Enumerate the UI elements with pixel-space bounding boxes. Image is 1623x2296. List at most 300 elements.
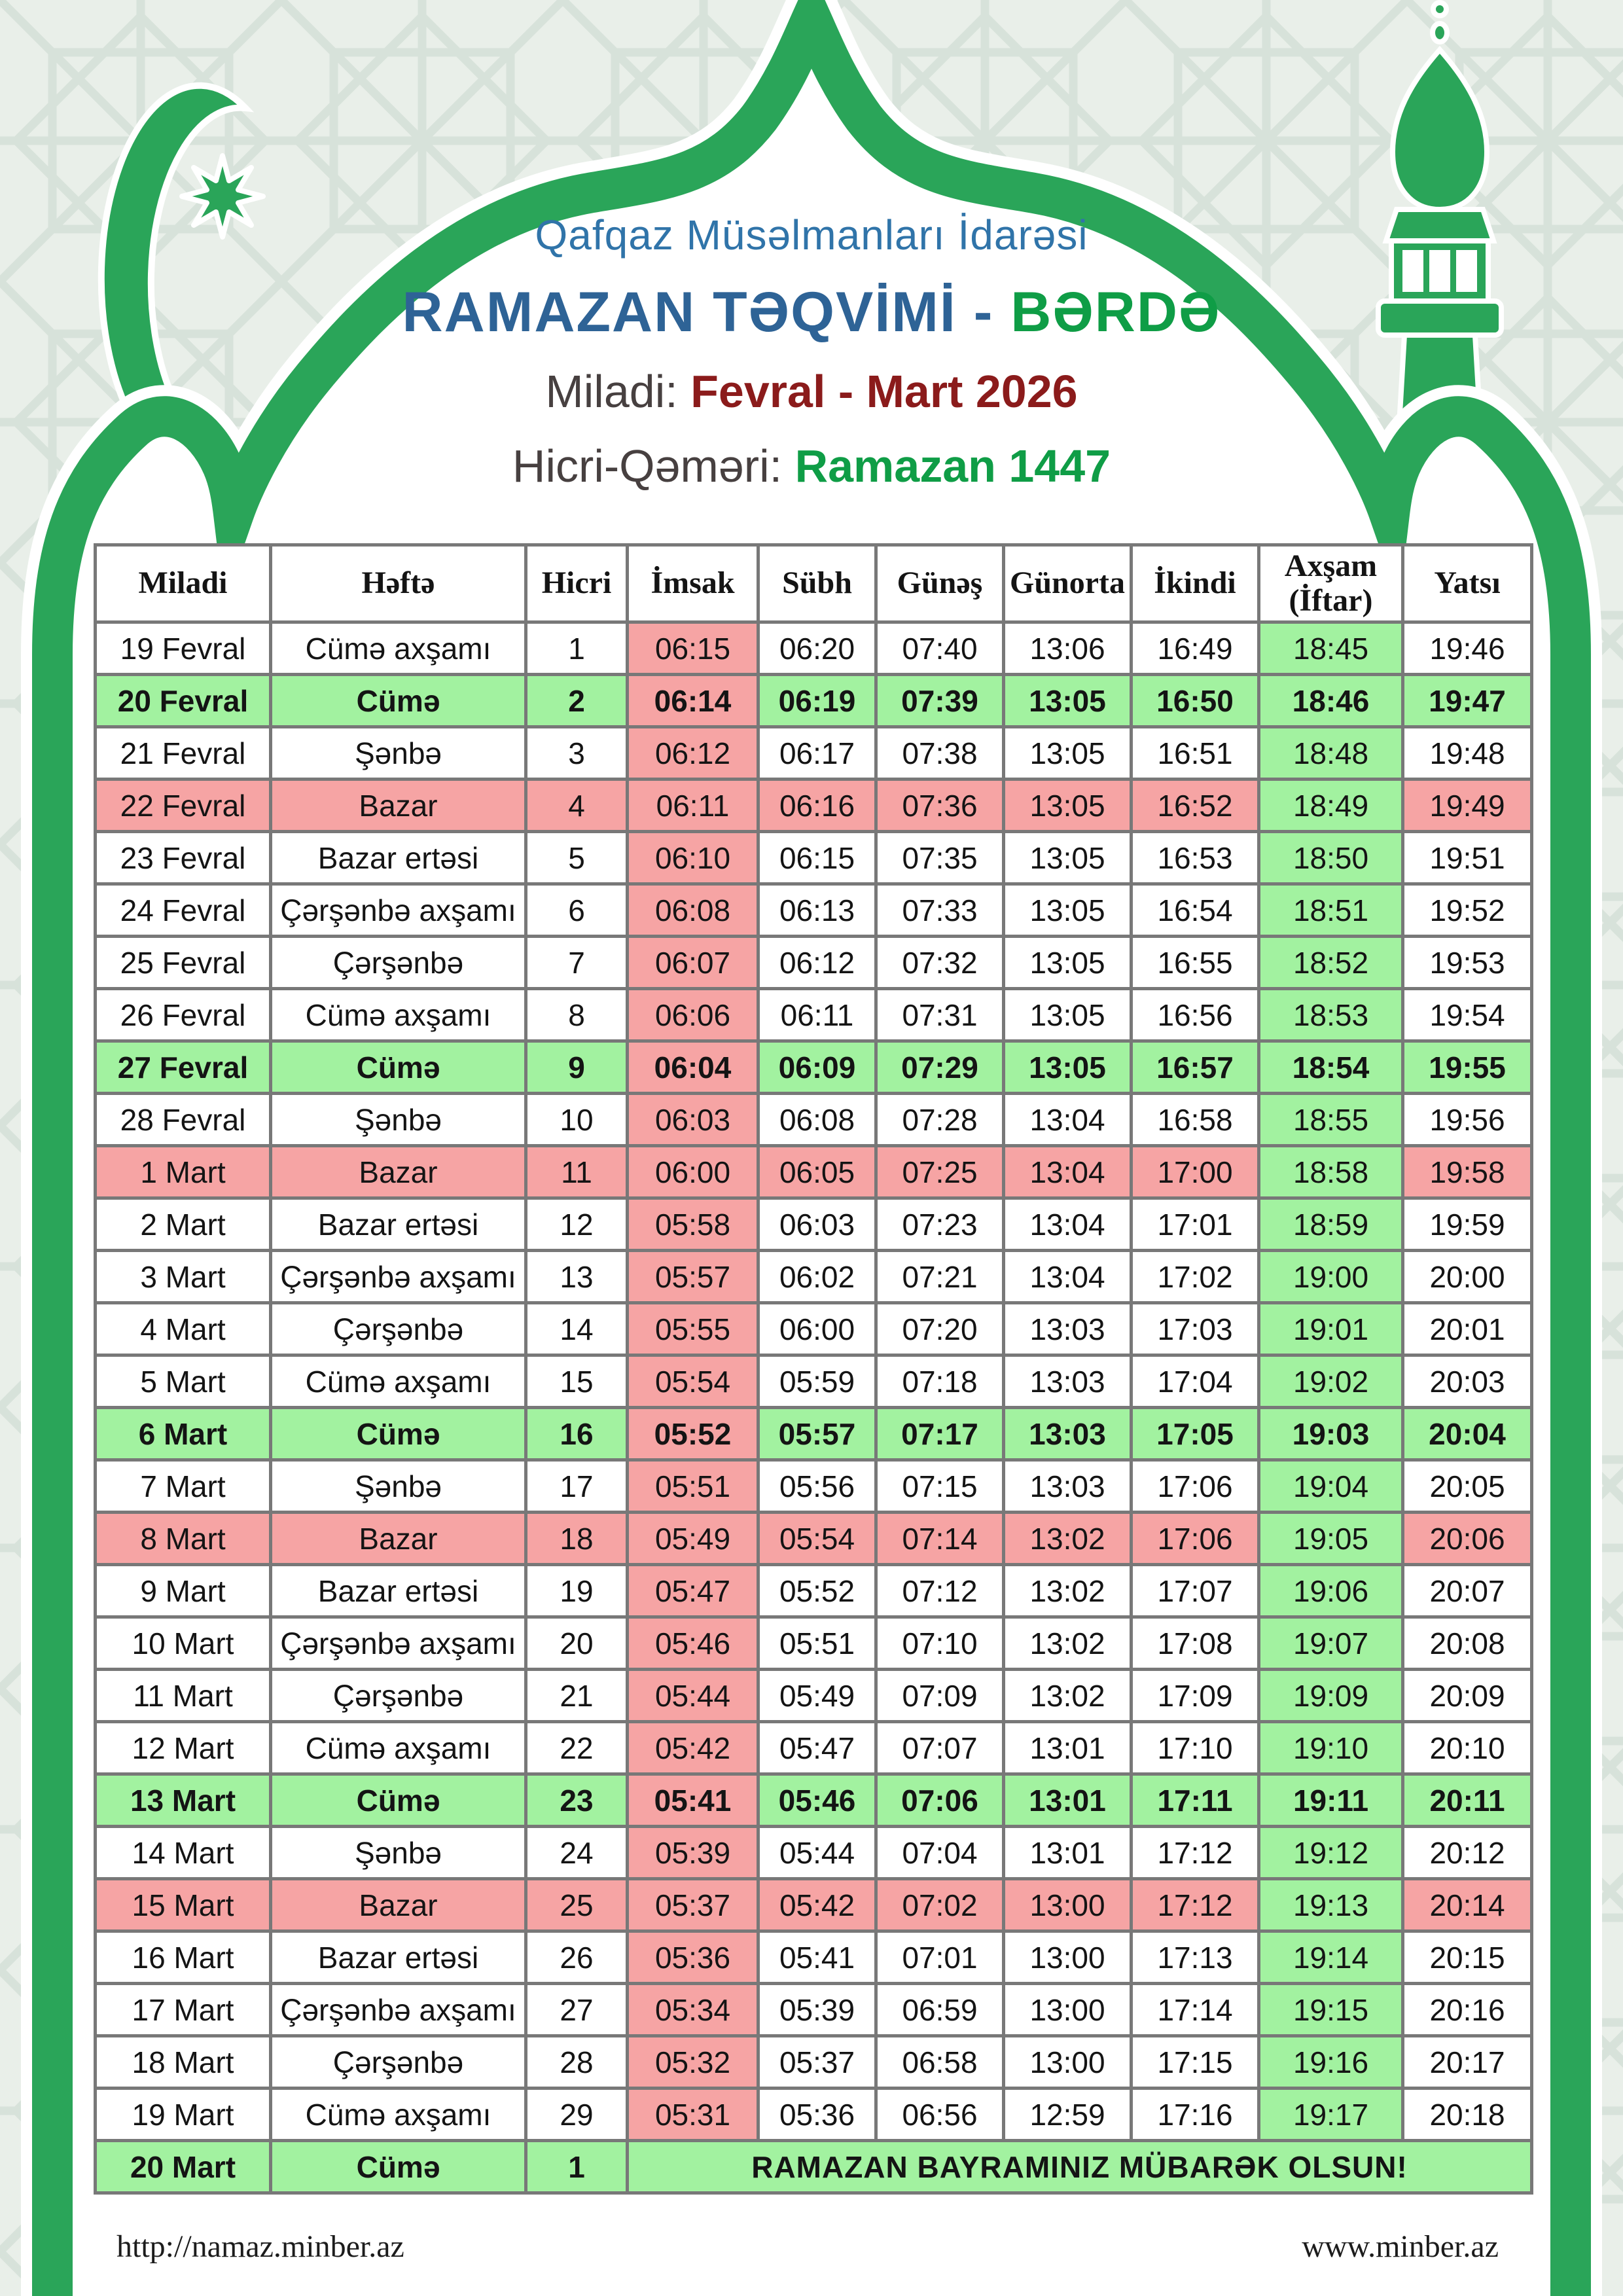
cell-time-7: 20:14	[1403, 1879, 1532, 1931]
cell-time-5: 16:50	[1132, 675, 1259, 727]
cell-time-6: 18:52	[1259, 937, 1403, 989]
table-row	[96, 884, 1532, 937]
cell-time-3: 07:32	[876, 937, 1004, 989]
cell-time-6: 19:07	[1259, 1617, 1403, 1670]
cell-time-1: 06:14	[628, 675, 758, 727]
cell-time-7: 20:03	[1403, 1355, 1532, 1408]
cell-time-4: 13:05	[1004, 675, 1132, 727]
cell-time-5: 17:12	[1132, 1827, 1259, 1879]
cell-weekday: Şənbə	[271, 1460, 526, 1513]
cell-time-2: 06:05	[758, 1146, 876, 1198]
cell-weekday: Cümə axşamı	[271, 989, 526, 1041]
cell-time-7: 20:12	[1403, 1827, 1532, 1879]
cell-hijri-day: 5	[526, 832, 628, 884]
cell-hijri-day: 9	[526, 1041, 628, 1094]
table-row	[96, 1513, 1532, 1565]
cell-hijri-day: 29	[526, 2089, 628, 2141]
cell-time-5: 17:03	[1132, 1303, 1259, 1355]
cell-time-6: 19:12	[1259, 1827, 1403, 1879]
cell-time-1: 05:49	[628, 1513, 758, 1565]
cell-gregorian-date: 16 Mart	[96, 1931, 271, 1984]
cell-time-5: 17:13	[1132, 1931, 1259, 1984]
cell-gregorian-date: 3 Mart	[96, 1251, 271, 1303]
cell-hijri-day: 24	[526, 1827, 628, 1879]
cell-time-3: 06:58	[876, 2036, 1004, 2089]
cell-weekday: Çərşənbə	[271, 1670, 526, 1722]
cell-time-4: 13:06	[1004, 622, 1132, 675]
cell-hijri-day: 3	[526, 727, 628, 780]
cell-hijri-day: 20	[526, 1617, 628, 1670]
cell-time-6: 18:51	[1259, 884, 1403, 937]
table-row	[96, 1198, 1532, 1251]
cell-time-3: 07:25	[876, 1146, 1004, 1198]
cell-hijri-day: 2	[526, 675, 628, 727]
table-row	[96, 1722, 1532, 1774]
cell-weekday: Şənbə	[271, 1094, 526, 1146]
cell-gregorian-date: 8 Mart	[96, 1513, 271, 1565]
cell-time-3: 07:40	[876, 622, 1004, 675]
cell-time-7: 20:17	[1403, 2036, 1532, 2089]
cell-gregorian-date: 24 Fevral	[96, 884, 271, 937]
table-row	[96, 780, 1532, 832]
cell-gregorian-date: 4 Mart	[96, 1303, 271, 1355]
table-row	[96, 1041, 1532, 1094]
cell-gregorian-date: 2 Mart	[96, 1198, 271, 1251]
cell-hijri-day: 13	[526, 1251, 628, 1303]
cell-weekday: Bazar	[271, 780, 526, 832]
table-row	[96, 1827, 1532, 1879]
cell-time-4: 13:03	[1004, 1460, 1132, 1513]
cell-time-4: 13:00	[1004, 1879, 1132, 1931]
cell-weekday: Bazar ertəsi	[271, 1565, 526, 1617]
cell-time-3: 07:06	[876, 1774, 1004, 1827]
cell-time-1: 06:07	[628, 937, 758, 989]
cell-hijri-day: 28	[526, 2036, 628, 2089]
cell-time-5: 16:49	[1132, 622, 1259, 675]
cell-time-1: 06:00	[628, 1146, 758, 1198]
cell-time-7: 19:56	[1403, 1094, 1532, 1146]
cell-time-3: 07:15	[876, 1460, 1004, 1513]
cell-gregorian-date: 17 Mart	[96, 1984, 271, 2036]
table-row	[96, 2036, 1532, 2089]
organization-title: Qafqaz Müsəlmanları İdarəsi	[535, 211, 1088, 259]
column-header-7: Günorta	[1004, 545, 1132, 622]
table-row	[96, 1931, 1532, 1984]
cell-time-1: 05:51	[628, 1460, 758, 1513]
cell-time-7: 20:11	[1403, 1774, 1532, 1827]
cell-time-6: 19:17	[1259, 2089, 1403, 2141]
cell-time-5: 17:15	[1132, 2036, 1259, 2089]
column-header-9: Axşam (İftar)	[1259, 545, 1403, 622]
cell-time-2: 06:09	[758, 1041, 876, 1094]
cell-time-1: 05:39	[628, 1827, 758, 1879]
cell-time-2: 05:37	[758, 2036, 876, 2089]
cell-time-3: 07:38	[876, 727, 1004, 780]
cell-time-5: 17:10	[1132, 1722, 1259, 1774]
cell-time-3: 07:31	[876, 989, 1004, 1041]
cell-time-6: 18:45	[1259, 622, 1403, 675]
cell-time-4: 13:01	[1004, 1827, 1132, 1879]
cell-weekday: Bazar ertəsi	[271, 1198, 526, 1251]
table-row	[96, 1094, 1532, 1146]
cell-time-6: 19:05	[1259, 1513, 1403, 1565]
cell-time-2: 06:15	[758, 832, 876, 884]
cell-time-6: 19:11	[1259, 1774, 1403, 1827]
table-row	[96, 727, 1532, 780]
table-row	[96, 1251, 1532, 1303]
cell-hijri-day: 23	[526, 1774, 628, 1827]
cell-time-4: 13:05	[1004, 727, 1132, 780]
cell-time-4: 13:05	[1004, 832, 1132, 884]
cell-weekday: Çərşənbə axşamı	[271, 1617, 526, 1670]
cell-time-4: 13:02	[1004, 1513, 1132, 1565]
cell-time-2: 05:47	[758, 1722, 876, 1774]
cell-time-1: 06:12	[628, 727, 758, 780]
cell-weekday: Bazar ertəsi	[271, 832, 526, 884]
cell-gregorian-date: 11 Mart	[96, 1670, 271, 1722]
table-row	[96, 1460, 1532, 1513]
cell-time-4: 13:02	[1004, 1670, 1132, 1722]
hicri-label: Hicri-Qəməri:	[512, 440, 795, 492]
cell-gregorian-date: 12 Mart	[96, 1722, 271, 1774]
cell-hijri-day: 18	[526, 1513, 628, 1565]
cell-time-1: 05:55	[628, 1303, 758, 1355]
cell-gregorian-date: 9 Mart	[96, 1565, 271, 1617]
cell-time-4: 13:04	[1004, 1198, 1132, 1251]
cell-gregorian-date: 20 Fevral	[96, 675, 271, 727]
cell-time-5: 17:11	[1132, 1774, 1259, 1827]
poster-title	[0, 280, 1623, 345]
cell-time-3: 07:33	[876, 884, 1004, 937]
cell-time-7: 20:05	[1403, 1460, 1532, 1513]
footer-left-url: http://namaz.minber.az	[116, 2229, 404, 2264]
cell-time-3: 07:29	[876, 1041, 1004, 1094]
cell-time-5: 17:09	[1132, 1670, 1259, 1722]
cell-time-7: 20:04	[1403, 1408, 1532, 1460]
cell-time-1: 05:52	[628, 1408, 758, 1460]
cell-hijri-day: 12	[526, 1198, 628, 1251]
cell-time-4: 13:03	[1004, 1355, 1132, 1408]
cell-time-2: 05:46	[758, 1774, 876, 1827]
cell-gregorian-date: 19 Fevral	[96, 622, 271, 675]
cell-time-5: 16:58	[1132, 1094, 1259, 1146]
cell-gregorian-date: 23 Fevral	[96, 832, 271, 884]
column-header-3: Hicri	[526, 545, 628, 622]
cell-time-3: 07:02	[876, 1879, 1004, 1931]
cell-time-2: 05:57	[758, 1408, 876, 1460]
cell-time-1: 06:04	[628, 1041, 758, 1094]
cell-time-4: 13:05	[1004, 884, 1132, 937]
cell-time-5: 17:06	[1132, 1513, 1259, 1565]
cell-time-1: 06:03	[628, 1094, 758, 1146]
cell-weekday: Cümə	[271, 1041, 526, 1094]
cell-time-6: 19:02	[1259, 1355, 1403, 1408]
cell-time-6: 19:09	[1259, 1670, 1403, 1722]
column-header-4: İmsak	[628, 545, 758, 622]
cell-weekday: Çərşənbə axşamı	[271, 1984, 526, 2036]
cell-time-1: 05:34	[628, 1984, 758, 2036]
table-row	[96, 1146, 1532, 1198]
cell-weekday: Bazar	[271, 1513, 526, 1565]
cell-time-2: 05:44	[758, 1827, 876, 1879]
column-header-1: Miladi	[96, 545, 271, 622]
table-row	[96, 2089, 1532, 2141]
cell-time-2: 05:39	[758, 1984, 876, 2036]
cell-time-4: 13:00	[1004, 1984, 1132, 2036]
cell-time-2: 05:51	[758, 1617, 876, 1670]
cell-weekday: Çərşənbə	[271, 937, 526, 989]
cell-time-2: 05:49	[758, 1670, 876, 1722]
cell-time-2: 06:19	[758, 675, 876, 727]
miladi-label: Miladi:	[545, 366, 691, 417]
cell-hijri-day: 17	[526, 1460, 628, 1513]
cell-time-4: 12:59	[1004, 2089, 1132, 2141]
cell-time-5: 17:05	[1132, 1408, 1259, 1460]
cell-time-3: 07:12	[876, 1565, 1004, 1617]
cell-time-6: 18:53	[1259, 989, 1403, 1041]
cell-weekday: Bazar	[271, 1146, 526, 1198]
cell-time-1: 05:42	[628, 1722, 758, 1774]
table-row	[96, 1355, 1532, 1408]
cell-gregorian-date: 14 Mart	[96, 1827, 271, 1879]
cell-time-6: 19:06	[1259, 1565, 1403, 1617]
cell-time-7: 19:53	[1403, 937, 1532, 989]
cell-time-3: 07:28	[876, 1094, 1004, 1146]
cell-gregorian-date: 6 Mart	[96, 1408, 271, 1460]
cell-time-4: 13:05	[1004, 780, 1132, 832]
cell-time-7: 19:52	[1403, 884, 1532, 937]
cell-time-5: 16:57	[1132, 1041, 1259, 1094]
cell-time-2: 05:42	[758, 1879, 876, 1931]
cell-time-4: 13:01	[1004, 1722, 1132, 1774]
table-row	[96, 1984, 1532, 2036]
column-header-2: Həftə	[271, 545, 526, 622]
cell-time-6: 19:16	[1259, 2036, 1403, 2089]
cell-hijri-day: 7	[526, 937, 628, 989]
cell-time-7: 19:58	[1403, 1146, 1532, 1198]
cell-weekday: Bazar ertəsi	[271, 1931, 526, 1984]
cell-weekday: Çərşənbə axşamı	[271, 1251, 526, 1303]
cell-time-7: 20:15	[1403, 1931, 1532, 1984]
cell-time-5: 17:02	[1132, 1251, 1259, 1303]
cell-time-5: 17:08	[1132, 1617, 1259, 1670]
cell-time-7: 19:55	[1403, 1041, 1532, 1094]
cell-time-5: 16:53	[1132, 832, 1259, 884]
cell-time-5: 16:52	[1132, 780, 1259, 832]
cell-time-1: 05:54	[628, 1355, 758, 1408]
cell-time-5: 16:54	[1132, 884, 1259, 937]
cell-time-6: 19:15	[1259, 1984, 1403, 2036]
bayram-message: RAMAZAN BAYRAMINIZ MÜBARƏK OLSUN!	[628, 2141, 1532, 2193]
footer-right-url: www.minber.az	[1302, 2229, 1499, 2264]
cell-weekday: Cümə	[271, 675, 526, 727]
cell-gregorian-date: 25 Fevral	[96, 937, 271, 989]
cell-time-6: 18:59	[1259, 1198, 1403, 1251]
cell-time-4: 13:02	[1004, 1617, 1132, 1670]
table-row	[96, 1303, 1532, 1355]
cell-time-5: 17:01	[1132, 1198, 1259, 1251]
cell-gregorian-date: 7 Mart	[96, 1460, 271, 1513]
cell-time-5: 17:04	[1132, 1355, 1259, 1408]
table-row	[96, 1774, 1532, 1827]
cell-time-3: 07:04	[876, 1827, 1004, 1879]
cell-time-7: 19:48	[1403, 727, 1532, 780]
cell-time-2: 05:54	[758, 1513, 876, 1565]
cell-hijri-day: 1	[526, 622, 628, 675]
cell-time-1: 05:31	[628, 2089, 758, 2141]
cell-weekday: Çərşənbə	[271, 2036, 526, 2089]
poster-title-main: RAMAZAN TƏQVİMİ -	[402, 281, 1011, 344]
cell-time-6: 19:01	[1259, 1303, 1403, 1355]
cell-gregorian-date: 15 Mart	[96, 1879, 271, 1931]
cell-time-1: 05:37	[628, 1879, 758, 1931]
cell-time-3: 07:14	[876, 1513, 1004, 1565]
cell-time-5: 17:06	[1132, 1460, 1259, 1513]
cell-time-6: 19:10	[1259, 1722, 1403, 1774]
table-row	[96, 1670, 1532, 1722]
cell-time-2: 06:00	[758, 1303, 876, 1355]
cell-time-4: 13:03	[1004, 1408, 1132, 1460]
table-row	[96, 675, 1532, 727]
cell-weekday: Cümə	[271, 1408, 526, 1460]
cell-time-3: 07:20	[876, 1303, 1004, 1355]
cell-time-2: 05:52	[758, 1565, 876, 1617]
prayer-times-table	[94, 543, 1533, 2195]
cell-time-3: 06:59	[876, 1984, 1004, 2036]
cell-weekday: Çərşənbə	[271, 1303, 526, 1355]
cell-gregorian-date: 21 Fevral	[96, 727, 271, 780]
gregorian-period-line	[0, 365, 1623, 418]
cell-time-3: 07:23	[876, 1198, 1004, 1251]
cell-hijri-day: 27	[526, 1984, 628, 2036]
cell-time-3: 07:09	[876, 1670, 1004, 1722]
cell-time-5: 16:56	[1132, 989, 1259, 1041]
cell-time-2: 05:41	[758, 1931, 876, 1984]
cell-time-1: 05:58	[628, 1198, 758, 1251]
cell-hijri-day: 10	[526, 1094, 628, 1146]
cell-gregorian-date: 19 Mart	[96, 2089, 271, 2141]
cell-weekday: Cümə axşamı	[271, 1355, 526, 1408]
cell-gregorian-date: 20 Mart	[96, 2141, 271, 2193]
cell-time-7: 20:08	[1403, 1617, 1532, 1670]
table-row	[96, 832, 1532, 884]
cell-time-7: 19:47	[1403, 675, 1532, 727]
cell-time-7: 19:49	[1403, 780, 1532, 832]
cell-gregorian-date: 22 Fevral	[96, 780, 271, 832]
table-row	[96, 1408, 1532, 1460]
cell-time-6: 19:04	[1259, 1460, 1403, 1513]
column-header-6: Günəş	[876, 545, 1004, 622]
cell-time-5: 16:55	[1132, 937, 1259, 989]
cell-time-4: 13:04	[1004, 1251, 1132, 1303]
cell-weekday: Bazar	[271, 1879, 526, 1931]
cell-time-6: 18:46	[1259, 675, 1403, 727]
cell-time-2: 06:11	[758, 989, 876, 1041]
cell-time-3: 07:10	[876, 1617, 1004, 1670]
cell-time-3: 07:36	[876, 780, 1004, 832]
column-header-8: İkindi	[1132, 545, 1259, 622]
cell-time-4: 13:01	[1004, 1774, 1132, 1827]
cell-time-1: 06:06	[628, 989, 758, 1041]
cell-time-1: 05:46	[628, 1617, 758, 1670]
cell-hijri-day: 16	[526, 1408, 628, 1460]
cell-hijri-day: 1	[526, 2141, 628, 2193]
cell-hijri-day: 25	[526, 1879, 628, 1931]
cell-time-7: 20:16	[1403, 1984, 1532, 2036]
cell-time-2: 05:56	[758, 1460, 876, 1513]
hicri-value: Ramazan 1447	[794, 440, 1111, 492]
cell-time-1: 05:57	[628, 1251, 758, 1303]
cell-time-5: 17:14	[1132, 1984, 1259, 2036]
cell-time-2: 06:20	[758, 622, 876, 675]
cell-time-6: 18:50	[1259, 832, 1403, 884]
cell-time-7: 19:59	[1403, 1198, 1532, 1251]
cell-time-4: 13:00	[1004, 1931, 1132, 1984]
cell-time-2: 06:17	[758, 727, 876, 780]
cell-time-1: 06:08	[628, 884, 758, 937]
cell-time-1: 05:47	[628, 1565, 758, 1617]
cell-time-5: 17:07	[1132, 1565, 1259, 1617]
table-row	[96, 989, 1532, 1041]
cell-weekday: Şənbə	[271, 727, 526, 780]
cell-weekday: Cümə axşamı	[271, 1722, 526, 1774]
column-header-10: Yatsı	[1403, 545, 1532, 622]
table-row	[96, 1617, 1532, 1670]
cell-time-1: 05:44	[628, 1670, 758, 1722]
cell-time-6: 18:54	[1259, 1041, 1403, 1094]
cell-time-7: 19:54	[1403, 989, 1532, 1041]
cell-weekday: Cümə	[271, 2141, 526, 2193]
cell-time-3: 07:07	[876, 1722, 1004, 1774]
table-row	[96, 2141, 1532, 2193]
cell-time-4: 13:05	[1004, 937, 1132, 989]
cell-time-2: 06:03	[758, 1198, 876, 1251]
column-header-5: Sübh	[758, 545, 876, 622]
cell-time-1: 05:36	[628, 1931, 758, 1984]
cell-time-7: 20:00	[1403, 1251, 1532, 1303]
cell-hijri-day: 14	[526, 1303, 628, 1355]
cell-time-6: 19:13	[1259, 1879, 1403, 1931]
cell-time-4: 13:00	[1004, 2036, 1132, 2089]
cell-gregorian-date: 26 Fevral	[96, 989, 271, 1041]
cell-weekday: Cümə	[271, 1774, 526, 1827]
poster-title-city: BƏRDƏ	[1010, 281, 1221, 344]
cell-time-7: 20:10	[1403, 1722, 1532, 1774]
cell-time-2: 06:12	[758, 937, 876, 989]
cell-time-7: 19:46	[1403, 622, 1532, 675]
cell-time-7: 20:01	[1403, 1303, 1532, 1355]
cell-hijri-day: 15	[526, 1355, 628, 1408]
cell-weekday: Cümə axşamı	[271, 622, 526, 675]
cell-time-1: 05:41	[628, 1774, 758, 1827]
cell-time-7: 20:06	[1403, 1513, 1532, 1565]
cell-time-4: 13:03	[1004, 1303, 1132, 1355]
cell-time-5: 16:51	[1132, 727, 1259, 780]
cell-time-2: 05:59	[758, 1355, 876, 1408]
cell-time-5: 17:12	[1132, 1879, 1259, 1931]
cell-weekday: Cümə axşamı	[271, 2089, 526, 2141]
cell-hijri-day: 21	[526, 1670, 628, 1722]
cell-time-7: 20:18	[1403, 2089, 1532, 2141]
table-row	[96, 937, 1532, 989]
cell-gregorian-date: 1 Mart	[96, 1146, 271, 1198]
cell-time-6: 18:48	[1259, 727, 1403, 780]
cell-time-3: 07:17	[876, 1408, 1004, 1460]
hijri-period-line	[0, 440, 1623, 492]
cell-time-7: 19:51	[1403, 832, 1532, 884]
cell-time-2: 06:02	[758, 1251, 876, 1303]
cell-time-4: 13:05	[1004, 1041, 1132, 1094]
